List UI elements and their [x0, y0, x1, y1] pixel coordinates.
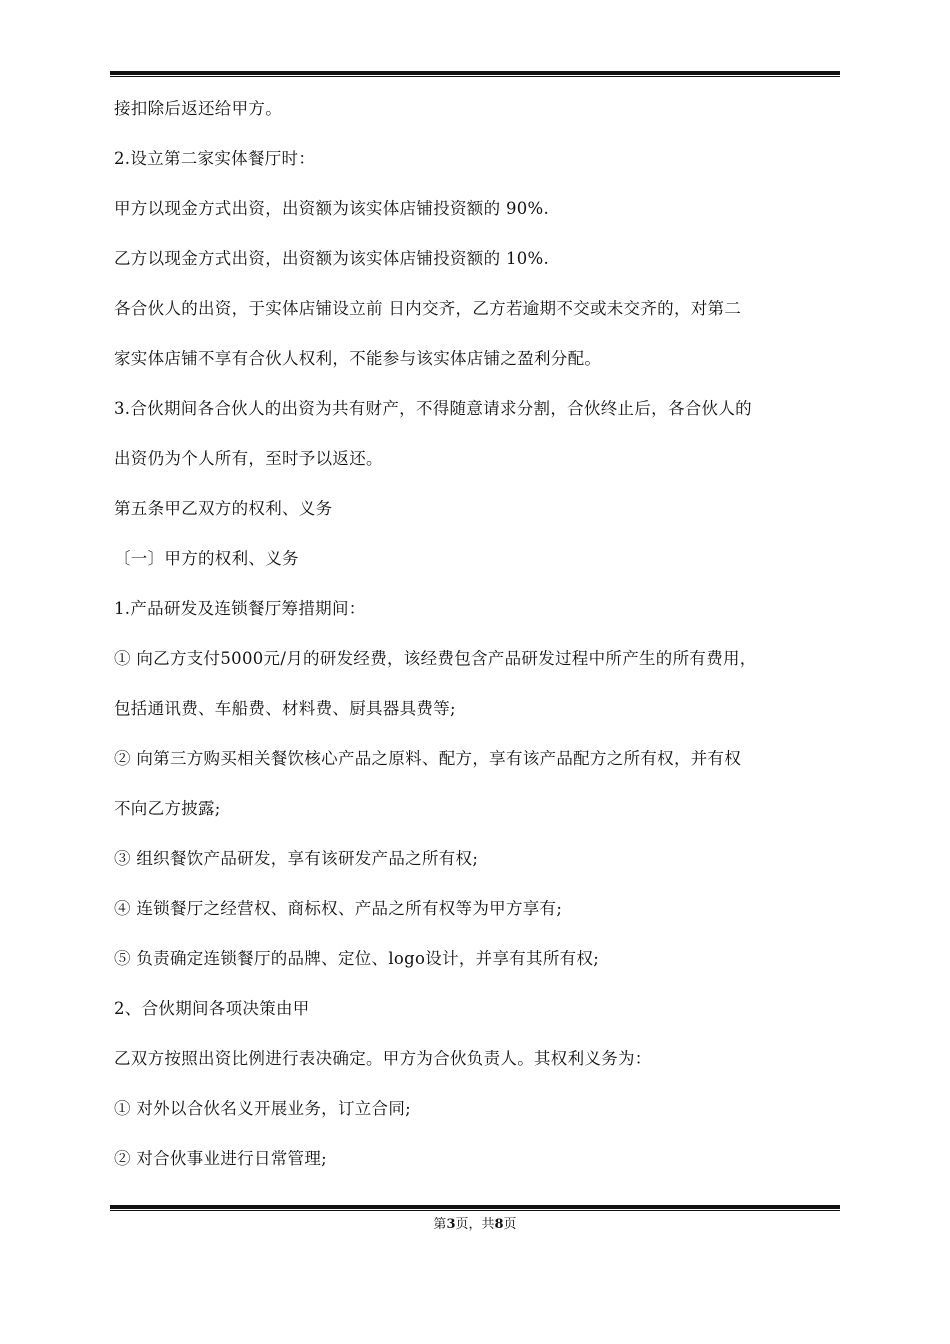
list-item: ② 对合伙事业进行日常管理;	[114, 1149, 328, 1168]
text-line: 3.合伙期间各合伙人的出资为共有财产，不得随意请求分割，合伙终止后，各合伙人的	[114, 399, 752, 418]
footer-rule	[110, 1205, 840, 1211]
list-item: ① 向乙方支付5000元/月的研发经费，该经费包含产品研发过程中所产生的所有费用，	[114, 649, 757, 668]
text-line: 乙方以现金方式出资，出资额为该实体店铺投资额的 10%.	[114, 249, 550, 268]
text-line: 2.设立第二家实体餐厅时：	[114, 149, 316, 168]
text-line: 不向乙方披露;	[114, 799, 221, 818]
total-page-count: 8	[494, 1217, 504, 1232]
header-rule	[110, 71, 840, 77]
document-body	[114, 94, 840, 1194]
text-line: 各合伙人的出资，于实体店铺设立前 日内交齐，乙方若逾期不交或未交齐的，对第二	[114, 299, 742, 318]
text-line: 甲方以现金方式出资，出资额为该实体店铺投资额的 90%.	[114, 199, 550, 218]
list-item: ① 对外以合伙名义开展业务，订立合同;	[114, 1099, 412, 1118]
text-line: 包括通讯费、车船费、材料费、厨具器具费等;	[114, 699, 456, 718]
current-page-number: 3	[446, 1217, 456, 1232]
page-number-prefix: 第	[433, 1217, 447, 1232]
text-line: 接扣除后返还给甲方。	[114, 99, 282, 118]
section-heading: 第五条甲乙双方的权利、义务	[114, 499, 333, 518]
list-item: ④ 连锁餐厅之经营权、商标权、产品之所有权等为甲方享有;	[114, 899, 563, 918]
text-line: 1.产品研发及连锁餐厅筹措期间：	[114, 599, 366, 618]
list-item: ② 向第三方购买相关餐饮核心产品之原料、配方，享有该产品配方之所有权，并有权	[114, 749, 742, 768]
list-item: ③ 组织餐饮产品研发，享有该研发产品之所有权;	[114, 849, 479, 868]
page-number-middle: 页，共	[455, 1217, 495, 1232]
list-item: ⑤ 负责确定连锁餐厅的品牌、定位、logo设计，并享有其所有权;	[114, 949, 600, 968]
page-footer	[0, 1216, 950, 1234]
text-line: 乙双方按照出资比例进行表决确定。甲方为合伙负责人。其权利义务为：	[114, 1049, 652, 1068]
text-line: 2、合伙期间各项决策由甲	[114, 999, 310, 1018]
text-line: 家实体店铺不享有合伙人权利，不能参与该实体店铺之盈利分配。	[114, 349, 602, 368]
subsection-heading: 〔一〕甲方的权利、义务	[114, 549, 299, 568]
page-number-suffix: 页	[503, 1217, 517, 1232]
text-line: 出资仍为个人所有，至时予以返还。	[114, 449, 383, 468]
